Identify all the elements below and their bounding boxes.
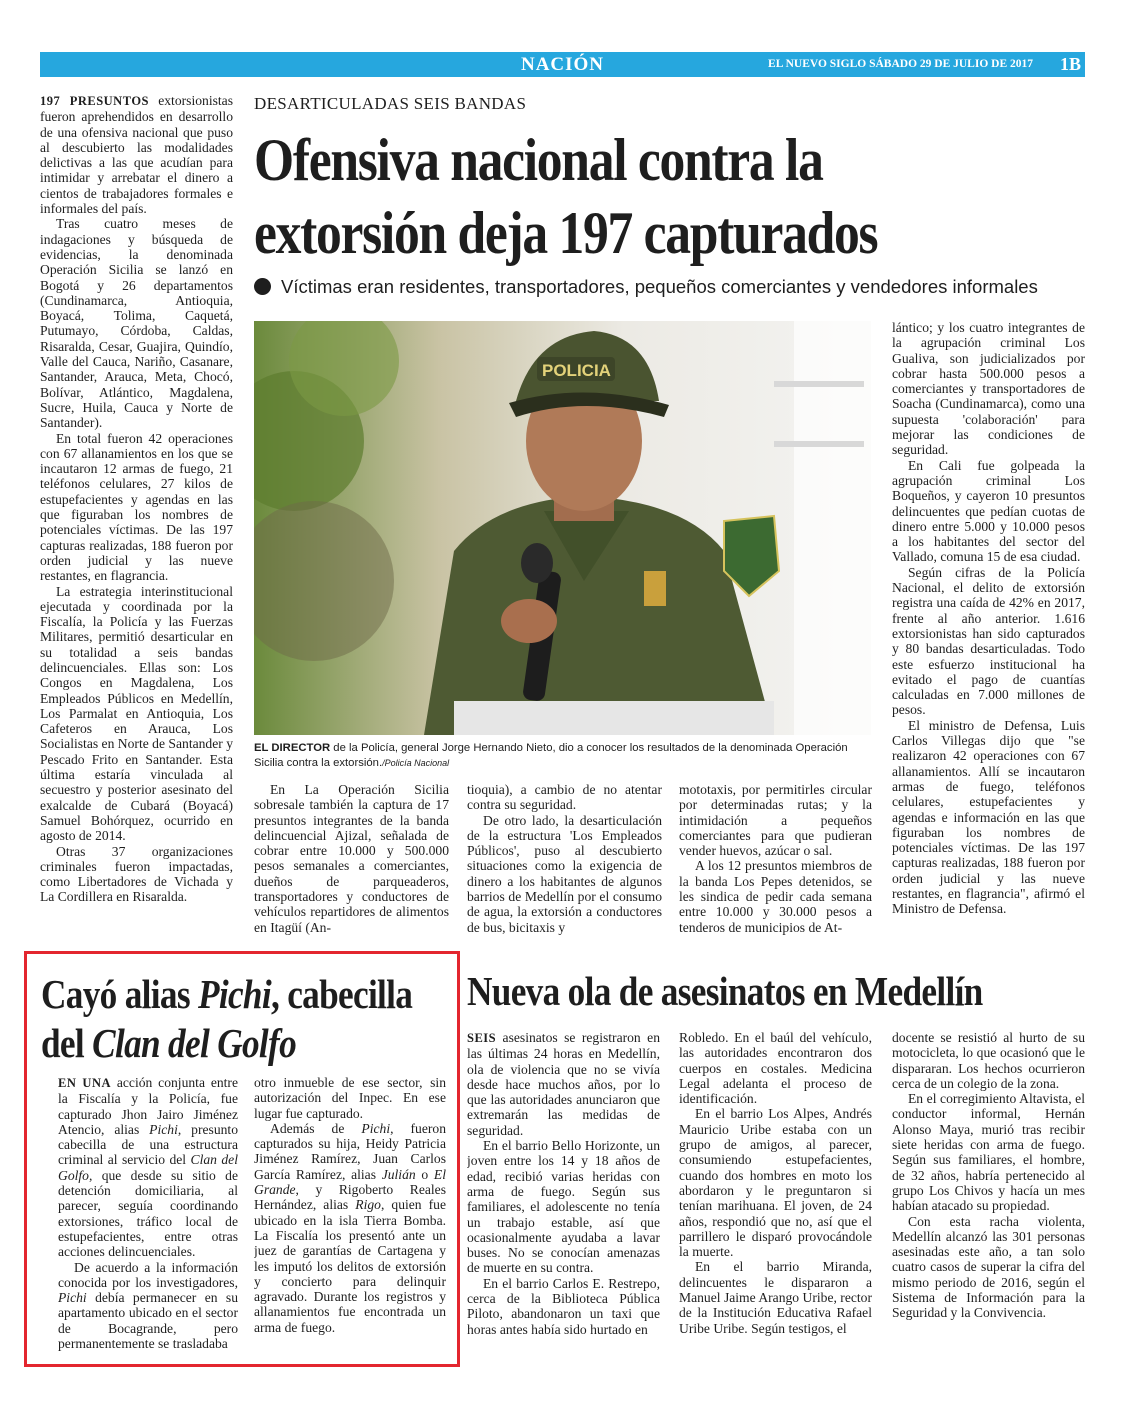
lead-keyword: SEIS <box>467 1031 497 1045</box>
boxed-story <box>24 951 460 1367</box>
photo-credit: /Policía Nacional <box>382 758 450 768</box>
paragraph: En el barrio Miranda, delincuentes le dispararon a Manuel Jaime Arango Uribe, rector de la Institución Educativa Rafael Uribe Uribe. Según testigos, el <box>679 1259 872 1336</box>
text: Pichi <box>58 1290 87 1306</box>
text: Pichi <box>361 1120 391 1136</box>
lead-keyword: 197 PRESUNTOS <box>40 94 149 108</box>
text: Además de <box>270 1120 362 1136</box>
paragraph: Con esta racha violenta, Medellín alcanzó las 301 personas asesinadas este año, a tan solo cuatro casos de superar la cifra del mismo periodo de 2016, según el Sistema de Información para la Seguridad y la Convivencia. <box>892 1213 1085 1321</box>
boxed-story-headline <box>41 970 412 1068</box>
paragraph: tioquia), a cambio de no atentar contra su seguridad. <box>467 782 662 813</box>
paragraph: Según cifras de la Policía Nacional, el delito de extorsión registra una caída de 42% en 2017, frente al año anterior. 1.616 extorsionistas han sido capturados y 80 bandas desarticuladas. Todo este esfuerzo institucional ha evitado el pago de cuantías calculadas en 7.000 millones de pesos. <box>892 564 1085 718</box>
headline-line: extorsión deja 197 capturados <box>254 200 878 266</box>
headline-part: , cabecilla <box>270 971 413 1017</box>
medellin-headline: Nueva ola de asesinatos en Medellín <box>467 968 983 1014</box>
text: Julián <box>381 1166 416 1182</box>
text: , y Rigoberto Reales Hernández, alias <box>254 1182 446 1213</box>
section-header-band <box>40 52 1085 77</box>
paragraph: En La Operación Sicilia sobresale también la captura de 17 presuntos integrantes de la banda delincuencial Ajizal, señalada de cobrar entre 10.000 y 500.000 pesos semanales a comerciantes, dueños de parqueaderos, transportadores y conductores de vehículos repartidores de alimentos en Itagüí (An- <box>254 782 449 935</box>
medellin-column-2 <box>679 1030 872 1355</box>
paragraph: En el barrio Carlos E. Restrepo, cerca de la Biblioteca Pública Piloto, abandonaron un taxi que horas antes había sido hurtado en <box>467 1275 660 1337</box>
text: El Grande <box>254 1166 446 1198</box>
caption-text: de la Policía, general Jorge Hernando Nieto, dio a conocer los resultados de la denominada Operación Sicilia contra la extorsión. <box>254 742 848 769</box>
kicker: DESARTICULADAS SEIS BANDAS <box>254 94 527 113</box>
text: o <box>415 1166 434 1182</box>
paragraph: En Cali fue golpeada la agrupación criminal Los Boqueños, y cayeron 10 presuntos delincuentes que pedían cuotas de dinero entre 5.000 y 10.000 pesos a los habitantes del sector del Vallado, comuna 15 de esa ciudad. <box>892 457 1085 565</box>
photo-caption <box>254 741 871 771</box>
photo-police-general-icon <box>254 321 871 735</box>
main-story-mid-column-1 <box>254 782 449 942</box>
main-story-mid-column-2 <box>467 782 662 942</box>
paragraph: lántico; y los cuatro integrantes de la agrupación criminal Los Gualiva, son judicializados por cobrar hasta 500.000 pesos a comerciantes y transportadores de Soacha (Cundinamarca), como una supuesta 'colaboración' para mejorar las condiciones de seguridad. <box>892 320 1085 458</box>
text: De acuerdo a la información conocida por los investigadores, <box>58 1259 238 1290</box>
edition-dateline: EL NUEVO SIGLO SÁBADO 29 DE JULIO DE 2017 <box>768 58 1033 70</box>
main-story-left-column <box>40 93 233 943</box>
news-photo <box>254 321 871 735</box>
paragraph <box>467 1030 660 1138</box>
paragraph: Tras cuatro meses de indagaciones y búsqueda de evidencias, la denominada Operación Sicilia se lanzó en Bogotá y 26 departamentos (Cundinamarca, Antioquia, Boyacá, Tolima, Caquetá, Putumayo, Córdoba, Caldas, Risaralda, Cesar, Guajira, Quindío, Valle del Cauca, Nariño, Casanare, Santander, Arauca, Meta, Chocó, Bolívar, Atlántico, Magdalena, Sucre, Huila, Cauca y Norte de Santander). <box>40 216 233 431</box>
text: , quien fue ubicado en la isla Tierra Bomba. La Fiscalía los presentó ante un juez de garantías de Cartagena y les imputó los delitos de extorsión y concierto para delinquir agravado. Durante los registros y allanamientos fue encontrada un arma de fuego. <box>254 1197 446 1335</box>
paragraph: Robledo. En el baúl del vehículo, las autoridades encontraron dos cuerpos en costales. Medicina Legal adelanta el proceso de identificación. <box>679 1030 872 1107</box>
text: , fueron capturados su hija, Heidy Patricia Jiménez Ramírez, Juan Carlos García Ramírez, alias <box>254 1120 446 1182</box>
headline-part: Cayó alias <box>41 971 198 1017</box>
boxed-story-column-1 <box>58 1075 238 1357</box>
paragraph: En el barrio Bello Horizonte, un joven entre los 14 y 18 años de edad, recibió varias heridas con arma de fuego. Según sus familiares, el adolescente no tenía un trabajo estable, así que ocasionalmente ayudaba a lavar buses. No se conocían amenazas de muerte en su contra. <box>467 1138 660 1276</box>
text: , presunto cabecilla de una estructura criminal al servicio del <box>58 1121 238 1168</box>
svg-text:POLICIA: POLICIA <box>542 361 611 380</box>
headline-part: del <box>41 1020 93 1066</box>
main-headline <box>254 124 976 270</box>
text: , que desde su sitio de detención domiciliaria, al parecer, seguía coordinando extorsiones, tráfico local de estupefacientes, entre otras acciones delincuenciales. <box>58 1167 238 1260</box>
paragraph: docente se resistió al hurto de su motocicleta, lo que ocasionó que le dispararan. Los hechos ocurrieron cerca de un colegio de la zona. <box>892 1030 1085 1091</box>
paragraph: mototaxis, por permitirles circular por determinadas rutas; y la intimidación a pequeños comerciantes para que pudieran vender huevos, azúcar o sal. <box>679 782 872 859</box>
main-story-mid-column-3 <box>679 782 872 942</box>
paragraph: A los 12 presuntos miembros de la banda Los Pepes detenidos, se les sindica de pedir cada semana entre 10.000 y 30.000 pesos a tenderos de municipios de At- <box>679 858 872 935</box>
text: Pichi <box>149 1121 178 1137</box>
text: Clan del Golfo <box>58 1152 238 1183</box>
paragraph: En total fueron 42 operaciones con 67 allanamientos en los que se incautaron 12 armas de fuego, 21 teléfonos celulares, 27 kilos de estupefacientes y agendas en las que figuraban los nombres de potenciales víctimas. De las 197 capturas realizadas, 188 fueron por orden judicial y las nueve restantes, en flagrancia. <box>40 430 233 584</box>
subheadline <box>254 276 1084 298</box>
paragraph: De otro lado, la desarticulación de la estructura 'Los Empleados Públicos', puso al descubierto situaciones como la exigencia de dinero a los habitantes de algunos barrios de Medellín por el consumo de agua, la extorsión a conductores de bus, bicitaxis y <box>467 812 662 935</box>
section-name: NACIÓN <box>520 54 605 75</box>
text: acción conjunta entre la Fiscalía y la Policía, fue capturado Jhon Jairo Jiménez Atencio, alias <box>58 1075 238 1137</box>
paragraph: otro inmueble de ese sector, sin autorización del Inpec. En ese lugar fue capturado. <box>254 1075 446 1121</box>
paragraph: El ministro de Defensa, Luis Carlos Villegas dijo que "se realizaron 42 operaciones con 67 allanamientos. Allí se incautaron armas de fuego, teléfonos celulares, estupefacientes y agendas e información en las que figuraban los nombres de potenciales víctimas. De las 197 capturas realizadas, 188 fueron por orden judicial y las nueve restantes, en flagrancia", afirmó el Ministro de Defensa. <box>892 717 1085 917</box>
subheadline-text: Víctimas eran residentes, transportadores, pequeños comerciantes y vendedores informales <box>281 276 1038 297</box>
paragraph: En el corregimiento Altavista, el conductor informal, Hernán Alonso Maya, murió tras recibir siete heridas con arma de fuego. Según sus familiares, el hombre, de 32 años, habría pertenecido al grupo Los Chivos y hacía un mes habían atacado su propiedad. <box>892 1091 1085 1214</box>
paragraph: La estrategia interinstitucional ejecutada y coordinada por la Fiscalía, la Policía y las Fuerzas Militares, permitió desarticular en su totalidad a seis bandas delincuenciales. Ellas son: Los Congos en Magdalena, Los Empleados Públicos en Medellín, Los Parmalat en Antioquia, Los Cafeteros en Arauca, Los Socialistas en Norte de Santander y Pescado Frito en Santander. Esta última estaría vinculada al secuestro y posterior asesinato del exalcalde de Cubará (Boyacá) Samuel Bohórquez, ocurrido en agosto de 2014. <box>40 583 233 844</box>
headline-line: Ofensiva nacional contra la <box>254 127 823 193</box>
paragraph <box>40 93 233 216</box>
text: extorsionistas fueron aprehendidos en desarrollo de una ofensiva nacional que puso al descubierto las modalidades delictivas a las que acudían para intimidar y arrebatar el dinero a cientos de trabajadores formales e informales del país. <box>40 93 233 217</box>
headline-part: Clan del Golfo <box>92 1020 297 1066</box>
text: asesinatos se registraron en las últimas 24 horas en Medellín, ola de violencia que no se vivía desde hace muchos años, por lo que las autoridades anunciaron que extremarán las medidas de seguridad. <box>467 1030 660 1138</box>
main-story-right-column <box>892 320 1085 938</box>
paragraph <box>58 1075 238 1260</box>
page-number: 1B <box>1059 54 1081 74</box>
medellin-column-3 <box>892 1030 1085 1355</box>
paragraph <box>254 1121 446 1335</box>
paragraph <box>58 1260 238 1352</box>
text: debía permanecer en su apartamento ubicado en el sector de Bocagrande, pero permanentemente se trasladaba <box>58 1290 238 1352</box>
bullet-icon <box>254 278 271 295</box>
medellin-column-1 <box>467 1030 660 1355</box>
boxed-story-column-2 <box>254 1075 446 1357</box>
caption-lead: EL DIRECTOR <box>254 742 331 754</box>
lead-keyword: EN UNA <box>58 1076 112 1090</box>
paragraph: Otras 37 organizaciones criminales fueron impactadas, como Libertadores de Vichada y La Cordillera en Risaralda. <box>40 843 233 905</box>
paragraph: En el barrio Los Alpes, Andrés Mauricio Uribe estaba con un grupo de amigos, al parecer, consumiendo estupefacientes, cuando dos hombres en moto los abordaron y le preguntaron si tenían marihuana. El joven, de 24 años, respondió que no, así que el parrillero le disparó provocándole la muerte. <box>679 1106 872 1260</box>
headline-part: Pichi <box>197 971 271 1017</box>
text: Rigo <box>355 1197 381 1213</box>
